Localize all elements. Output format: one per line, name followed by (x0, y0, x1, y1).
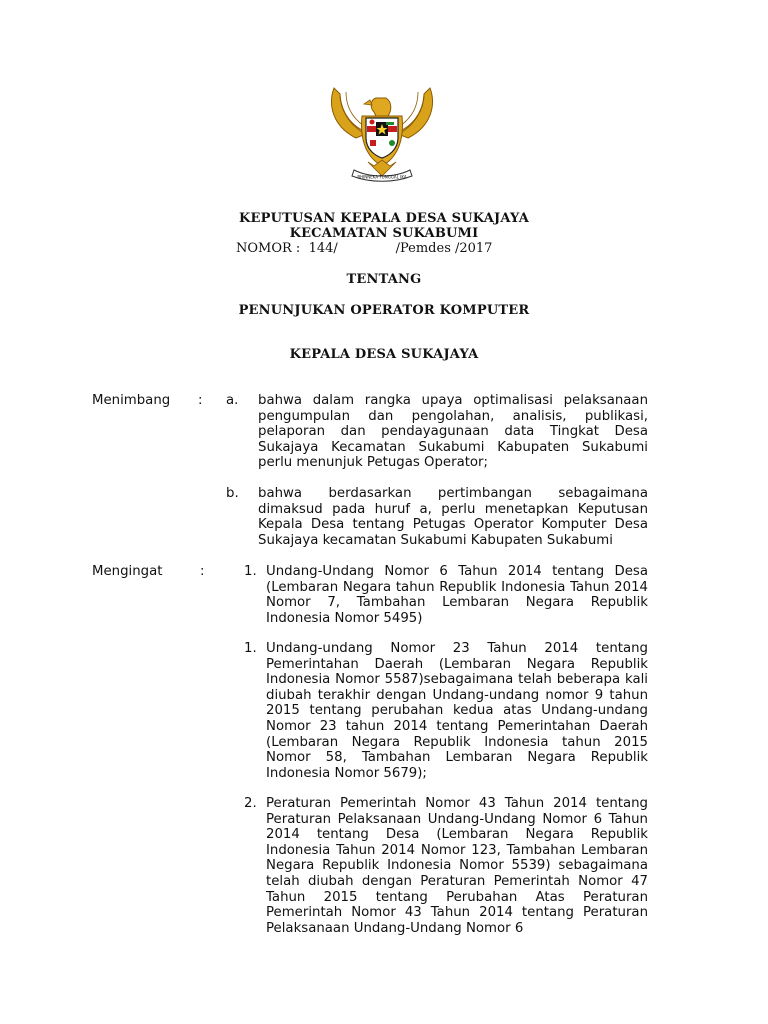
garuda-emblem-icon (326, 86, 438, 186)
mengingat-item-marker: 2. (244, 796, 257, 811)
menimbang-item-text: bahwa dalam rangka upaya optimalisasi pelaksanaan pengumpulan dan pengolahan, analisis, publikasi, pelaporan dan pendayagunaan data Tingkat Desa Sukajaya Kecamatan Sukabumi Kabupaten Sukabumi perlu menunjuk Petugas Operator; (258, 393, 648, 471)
tentang-heading: TENTANG (346, 272, 422, 287)
mengingat-item-text: Undang-undang Nomor 23 Tahun 2014 tentang Pemerintahan Daerah (Lembaran Negara Republik Indonesia Nomor 5587)sebagaimana telah beberapa kali diubah terakhir dengan Undang-undang nomor 9 tahun 2015 tentang perubahan kedua atas Undang-undang Nomor 23 tahun 2014 tentang Pemerintahan Daerah (Lembaran Negara Republik Indonesia tahun 2015 Nomor 58, Tambahan Lembaran Negara Republik Indonesia Nomor 5679); (266, 641, 648, 781)
mengingat-item-marker: 1. (244, 641, 257, 656)
authority-heading: KEPALA DESA SUKAJAYA (289, 347, 479, 362)
mengingat-item-text: Peraturan Pemerintah Nomor 43 Tahun 2014 tentang Peraturan Pelaksanaan Undang-Undang Nomor 6 Tahun 2014 tentang Desa (Lembaran Negara Republik Indonesia Tahun 2014 Nomor 123, Tambahan Lembaran Negara Republik Indonesia Nomor 5539) sebagaimana telah diubah dengan Peraturan Pemerintah Nomor 47 Tahun 2015 tentang Perubahan Atas Peraturan Pemerintah Nomor 43 Tahun 2014 tentang Peraturan Pelaksanaan Undang-Undang Nomor 6 (266, 796, 648, 936)
mengingat-label: Mengingat (92, 564, 163, 579)
menimbang-item-text: bahwa berdasarkan pertimbangan sebagaimana dimaksud pada huruf a, perlu menetapkan Keputusan Kepala Desa tentang Petugas Operator Komputer Desa Sukajaya kecamatan Sukabumi Kabupaten Sukabumi (258, 486, 648, 548)
menimbang-label: Menimbang (92, 393, 171, 408)
mengingat-colon: : (200, 564, 205, 579)
document-title-line-2: KECAMATAN SUKABUMI (289, 226, 479, 241)
document-number: NOMOR : 144/ /Pemdes /2017 (236, 241, 493, 256)
svg-text:BHINNEKA TUNGGAL IKA: BHINNEKA TUNGGAL IKA (357, 174, 407, 180)
menimbang-item-marker: a. (226, 393, 239, 408)
menimbang-item-marker: b. (226, 486, 239, 501)
menimbang-colon: : (198, 393, 203, 408)
document-title-line-1: KEPUTUSAN KEPALA DESA SUKAJAYA (239, 211, 529, 226)
document-subject: PENUNJUKAN OPERATOR KOMPUTER (238, 303, 530, 318)
mengingat-item-marker: 1. (244, 564, 257, 579)
mengingat-item-text: Undang-Undang Nomor 6 Tahun 2014 tentang Desa (Lembaran Negara tahun Republik Indonesia Tahun 2014 Nomor 7, Tambahan Lembaran Negara Republik Indonesia Nomor 5495) (266, 564, 648, 626)
